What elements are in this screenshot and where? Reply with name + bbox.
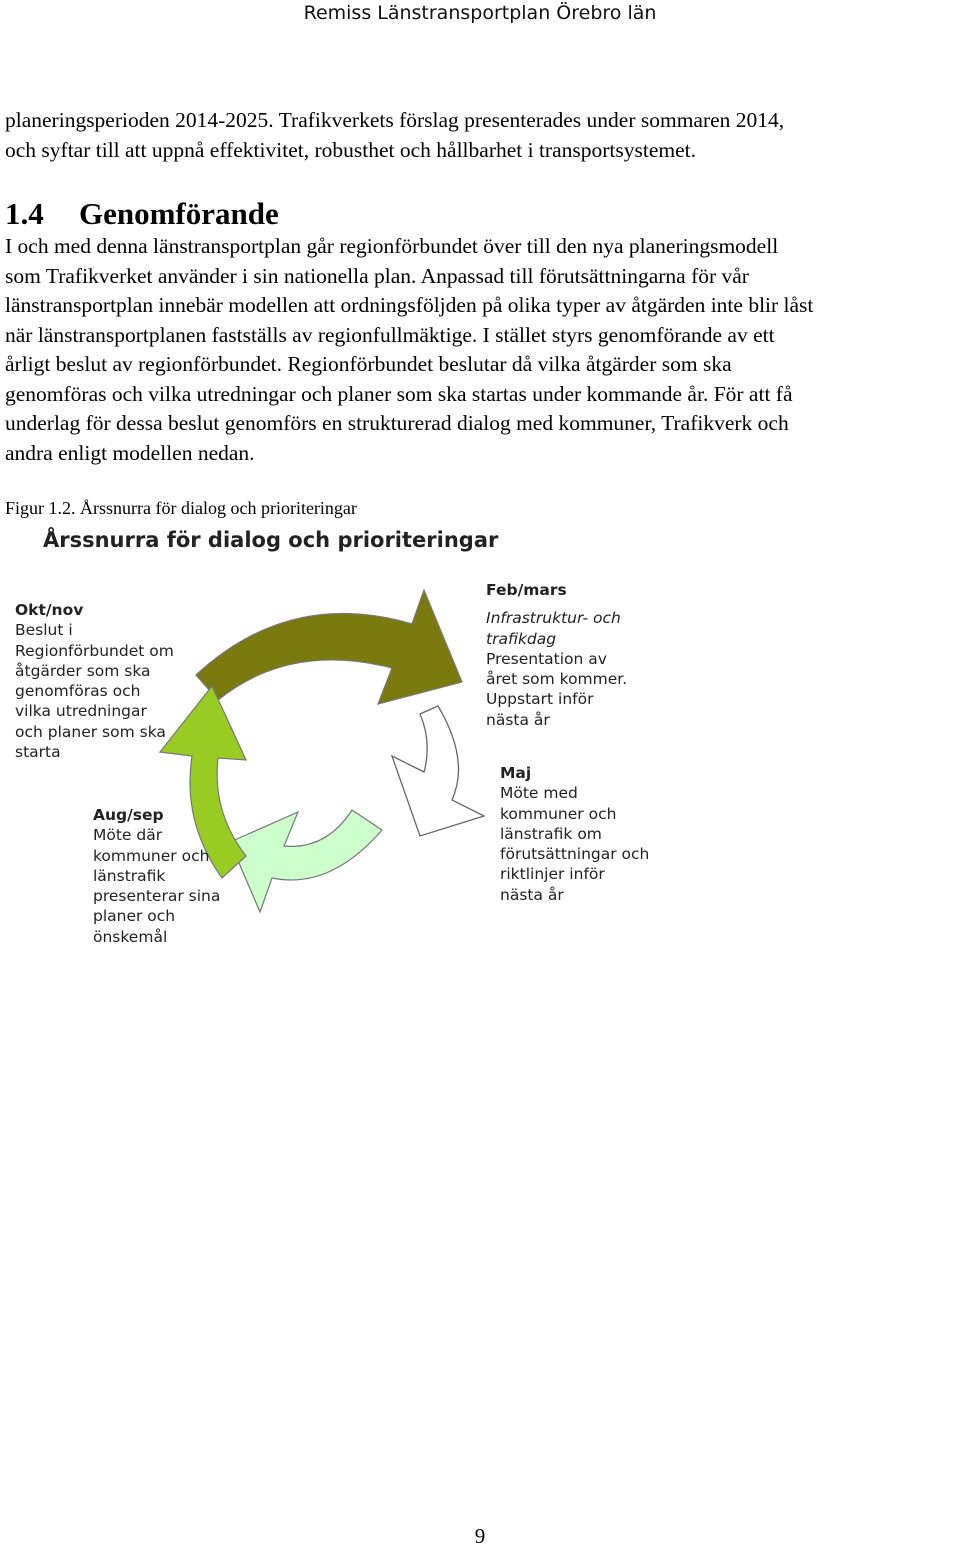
label-line: planer och (93, 907, 176, 926)
maj-arrow (392, 706, 484, 836)
section-title: Genomförande (79, 196, 279, 231)
label-line: genomföras och (15, 682, 141, 701)
body-paragraph (5, 232, 960, 468)
section-heading (5, 194, 279, 234)
label-line: Möte där (93, 826, 163, 845)
intro-line: planeringsperioden 2014-2025. Trafikverkets förslag presenterades under sommaren 2014, (5, 108, 785, 132)
label-line: starta (15, 743, 61, 762)
label-okt-nov (15, 600, 174, 762)
label-line: presenterar sina (93, 887, 221, 906)
label-line: Uppstart inför (486, 690, 594, 709)
label-maj-title: Maj (500, 764, 532, 782)
label-aug-title: Aug/sep (93, 806, 164, 824)
label-line: länstrafik om (500, 824, 602, 843)
label-line: åtgärder som ska (15, 661, 151, 680)
label-line: länstrafik (93, 866, 166, 885)
figure-title: Årssnurra för dialog och prioriteringar (43, 528, 499, 552)
label-line: trafikdag (486, 629, 557, 648)
label-line: och planer som ska (15, 722, 166, 741)
label-line: förutsättningar och (500, 845, 650, 864)
body-line: underlag för dessa beslut genomförs en strukturerad dialog med kommuner, Trafikverk och (5, 411, 789, 435)
page-number: 9 (474, 1524, 486, 1548)
intro-paragraph (5, 106, 960, 165)
label-line: vilka utredningar (15, 702, 147, 721)
body-line: genomföras och vilka utredningar och planer som ska startas under kommande år. För att få (5, 381, 793, 406)
label-aug-sep (93, 805, 220, 947)
body-line: länstransportplan innebär modellen att ordningsföljden på olika typer av åtgärden inte blir låst (5, 293, 814, 317)
label-line: Presentation av (486, 649, 607, 668)
label-maj (500, 763, 649, 905)
label-line: nästa år (486, 710, 550, 729)
label-line: kommuner och (500, 804, 617, 823)
page-header: Remiss Länstransportplan Örebro län (303, 2, 657, 24)
body-line: som Trafikverket använder i sin nationella plan. Anpassad till förutsättningarna för vår (5, 263, 749, 288)
label-feb-mars (486, 580, 627, 730)
label-line: Regionförbundet om (15, 641, 174, 660)
section-number: 1.4 (5, 196, 44, 231)
figure-caption: Figur 1.2. Årssnurra för dialog och prioriteringar (5, 498, 357, 518)
label-line: önskemål (93, 927, 168, 946)
intro-line: och syftar till att uppnå effektivitet, robusthet och hållbarhet i transportsystemet. (5, 137, 697, 162)
label-line: Beslut i (15, 621, 73, 640)
label-line: året som kommer. (486, 670, 628, 689)
label-okt-title: Okt/nov (15, 601, 84, 619)
label-line: Möte med (500, 784, 578, 803)
aug-arrow (230, 810, 382, 912)
feb-arrow (196, 590, 462, 704)
label-line: nästa år (500, 885, 564, 904)
label-line: riktlinjer inför (500, 865, 605, 884)
label-line: Infrastruktur- och (486, 609, 621, 628)
body-line: årligt beslut av regionförbundet. Regionförbundet beslutar då vilka åtgärder som ska (5, 352, 732, 376)
body-line: I och med denna länstransportplan går regionförbundet över till den nya planeringsmodell (5, 234, 779, 258)
body-line: andra enligt modellen nedan. (5, 440, 255, 465)
body-line: när länstransportplanen fastställs av regionfullmäktige. I stället styrs genomförande av ett (5, 322, 775, 347)
label-feb-title: Feb/mars (486, 581, 567, 599)
label-line: kommuner och (93, 846, 210, 865)
